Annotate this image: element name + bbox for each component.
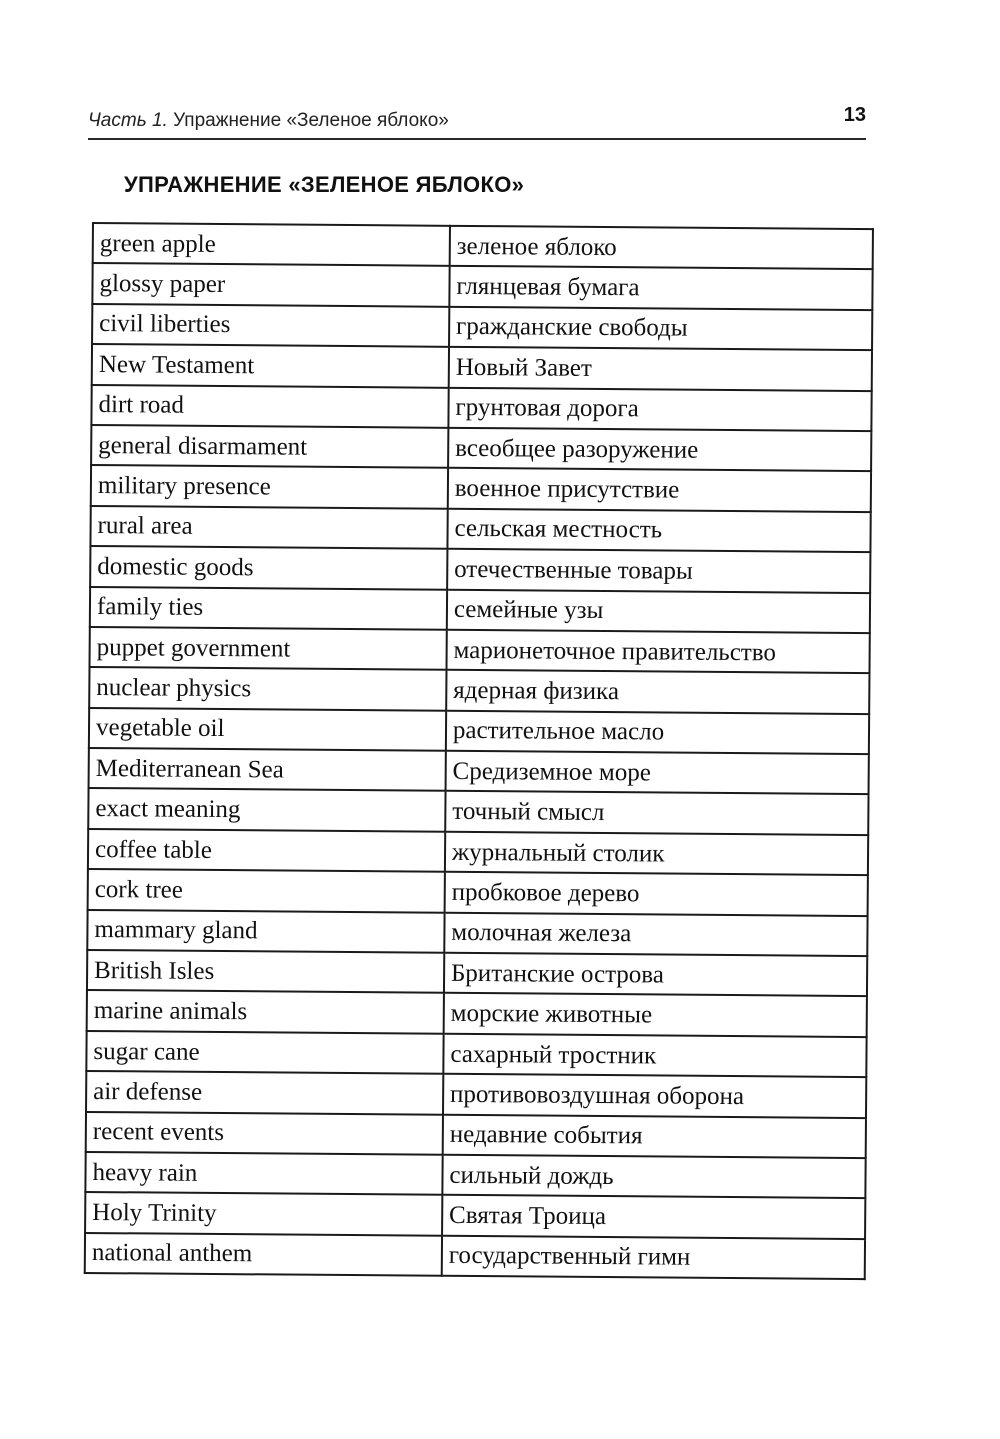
table-row bbox=[91, 465, 871, 512]
table-row bbox=[88, 869, 868, 916]
english-term: New Testament bbox=[92, 344, 449, 387]
english-term: vegetable oil bbox=[89, 708, 446, 751]
table-row bbox=[85, 1233, 865, 1280]
table-row bbox=[89, 708, 869, 755]
russian-translation: глянцевая бумага bbox=[449, 266, 872, 310]
english-term: national anthem bbox=[85, 1233, 442, 1276]
table-row bbox=[86, 1071, 866, 1118]
english-term: general disarmament bbox=[91, 425, 448, 468]
table-row bbox=[90, 546, 870, 593]
table-row bbox=[92, 304, 872, 351]
running-head bbox=[88, 98, 866, 140]
russian-translation: зеленое яблоко bbox=[450, 226, 873, 270]
vocabulary-table bbox=[84, 222, 874, 1280]
table-row bbox=[90, 627, 870, 674]
english-term: glossy paper bbox=[92, 263, 449, 306]
russian-translation: семейные узы bbox=[447, 589, 870, 633]
table-row bbox=[88, 788, 868, 835]
russian-translation: сахарный тростник bbox=[443, 1034, 866, 1078]
english-term: recent events bbox=[86, 1112, 443, 1155]
table-row bbox=[93, 223, 873, 270]
english-term: military presence bbox=[91, 465, 448, 508]
english-term: air defense bbox=[86, 1071, 443, 1114]
english-term: dirt road bbox=[91, 385, 448, 428]
table-row bbox=[85, 1152, 865, 1199]
table-row bbox=[88, 829, 868, 876]
english-term: mammary gland bbox=[87, 910, 444, 953]
english-term: Mediterranean Sea bbox=[89, 748, 446, 791]
table-row bbox=[90, 506, 870, 553]
english-term: marine animals bbox=[87, 990, 444, 1033]
part-title: Упражнение «Зеленое яблоко» bbox=[167, 110, 449, 131]
table-row bbox=[86, 1112, 866, 1159]
russian-translation: недавние события bbox=[443, 1114, 866, 1158]
table-row bbox=[87, 990, 867, 1037]
english-term: domestic goods bbox=[90, 546, 447, 589]
english-term: exact meaning bbox=[88, 788, 445, 831]
vocabulary-table-body bbox=[85, 223, 873, 1279]
russian-translation: молочная железа bbox=[444, 912, 867, 956]
english-term: puppet government bbox=[90, 627, 447, 670]
russian-translation: морские животные bbox=[444, 993, 867, 1037]
table-row bbox=[85, 1192, 865, 1239]
english-term: green apple bbox=[93, 223, 450, 266]
russian-translation: противовоздушная оборона bbox=[443, 1074, 866, 1118]
english-term: family ties bbox=[90, 587, 447, 630]
russian-translation: растительное масло bbox=[446, 710, 869, 754]
russian-translation: точный смысл bbox=[445, 791, 868, 835]
russian-translation: всеобщее разоружение bbox=[448, 428, 871, 472]
english-term: civil liberties bbox=[92, 304, 449, 347]
russian-translation: Средиземное море bbox=[445, 751, 868, 795]
page-number: 13 bbox=[843, 104, 866, 126]
table-row bbox=[90, 587, 870, 634]
table-row bbox=[89, 667, 869, 714]
russian-translation: сельская местность bbox=[447, 509, 870, 553]
russian-translation: пробковое дерево bbox=[444, 872, 867, 916]
russian-translation: марионеточное правительство bbox=[446, 630, 869, 674]
english-term: nuclear physics bbox=[89, 667, 446, 710]
table-row bbox=[87, 910, 867, 957]
russian-translation: Британские острова bbox=[444, 953, 867, 997]
russian-translation: военное присутствие bbox=[448, 468, 871, 512]
russian-translation: ядерная физика bbox=[446, 670, 869, 714]
russian-translation: грунтовая дорога bbox=[448, 387, 871, 431]
section-title: УПРАЖНЕНИЕ «ЗЕЛЕНОЕ ЯБЛОКО» bbox=[124, 172, 525, 197]
table-row bbox=[91, 425, 871, 472]
russian-translation: государственный гимн bbox=[442, 1236, 865, 1280]
table-row bbox=[89, 748, 869, 795]
russian-translation: гражданские свободы bbox=[449, 307, 872, 351]
english-term: Holy Trinity bbox=[85, 1192, 442, 1235]
english-term: British Isles bbox=[87, 950, 444, 993]
table-row bbox=[92, 344, 872, 391]
table-row bbox=[87, 950, 867, 997]
english-term: coffee table bbox=[88, 829, 445, 872]
table-row bbox=[91, 385, 871, 432]
russian-translation: Святая Троица bbox=[442, 1195, 865, 1239]
table-row bbox=[92, 263, 872, 310]
english-term: cork tree bbox=[88, 869, 445, 912]
russian-translation: сильный дождь bbox=[442, 1155, 865, 1199]
table-row bbox=[86, 1031, 866, 1078]
running-head-title bbox=[88, 110, 449, 132]
russian-translation: Новый Завет bbox=[449, 347, 872, 391]
part-label: Часть 1. bbox=[88, 110, 168, 131]
english-term: heavy rain bbox=[85, 1152, 442, 1195]
english-term: rural area bbox=[90, 506, 447, 549]
russian-translation: журнальный столик bbox=[445, 832, 868, 876]
english-term: sugar cane bbox=[86, 1031, 443, 1074]
russian-translation: отечественные товары bbox=[447, 549, 870, 593]
